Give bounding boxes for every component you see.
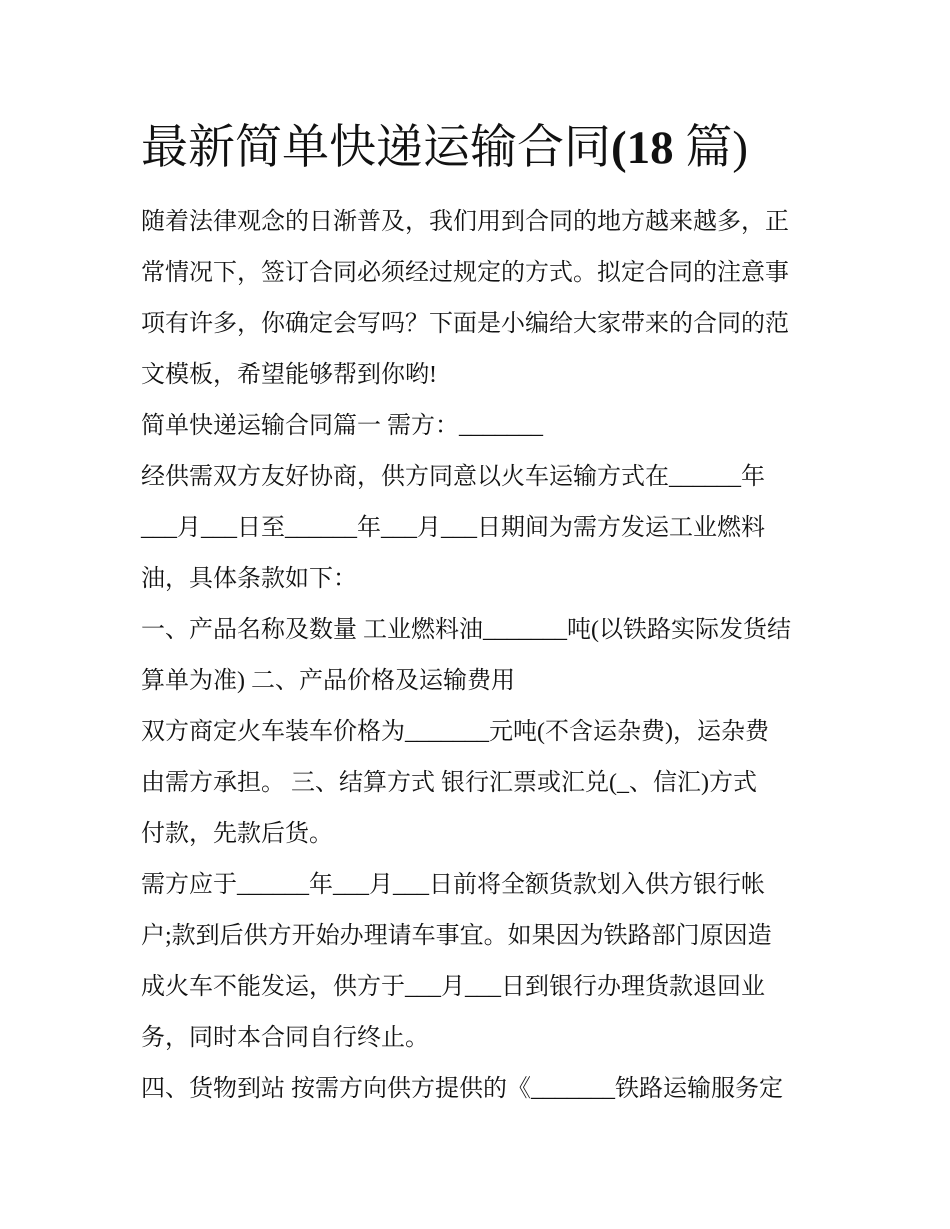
body-line: 随着法律观念的日渐普及，我们用到合同的地方越来越多，正 — [141, 209, 789, 235]
body-line: 油，具体条款如下： — [141, 566, 357, 592]
document-body — [141, 197, 821, 1115]
body-line: 算单为准) 二、产品价格及运输费用 — [141, 668, 515, 694]
body-line: 付款，先款后货。 — [141, 821, 333, 847]
body-line: 双方商定火车装车价格为_______元吨(不含运杂费)，运杂费 — [141, 719, 769, 745]
body-line: 项有许多，你确定会写吗？下面是小编给大家带来的合同的范 — [141, 311, 789, 337]
body-line: 需方应于______年___月___日前将全额货款划入供方银行帐 — [141, 872, 765, 898]
body-line: ___月___日至______年___月___日期间为需方发运工业燃料 — [141, 515, 765, 541]
body-line: 经供需双方友好协商，供方同意以火车运输方式在______年 — [141, 464, 765, 490]
title-main: 最新简单快递运输合同 — [141, 122, 611, 174]
title-end: 篇) — [673, 122, 749, 174]
document-title — [141, 116, 748, 180]
body-line: 一、产品名称及数量 工业燃料油_______吨(以铁路实际发货结 — [141, 617, 791, 643]
body-line: 务，同时本合同自行终止。 — [141, 1025, 429, 1051]
body-line: 户;款到后供方开始办理请车事宜。如果因为铁路部门原因造 — [141, 923, 772, 949]
body-line: 成火车不能发运，供方于___月___日到银行办理货款退回业 — [141, 974, 765, 1000]
body-line: 常情况下，签订合同必须经过规定的方式。拟定合同的注意事 — [141, 260, 789, 286]
body-line: 文模板，希望能够帮到你哟! — [141, 362, 437, 388]
body-line: 四、货物到站 按需方向供方提供的《_______铁路运输服务定 — [141, 1076, 783, 1102]
body-line: 由需方承担。 三、结算方式 银行汇票或汇兑(_、信汇)方式 — [141, 770, 757, 796]
section-heading-line: 简单快递运输合同篇一 需方：_______ — [141, 413, 543, 439]
title-count: (18 — [611, 122, 674, 174]
